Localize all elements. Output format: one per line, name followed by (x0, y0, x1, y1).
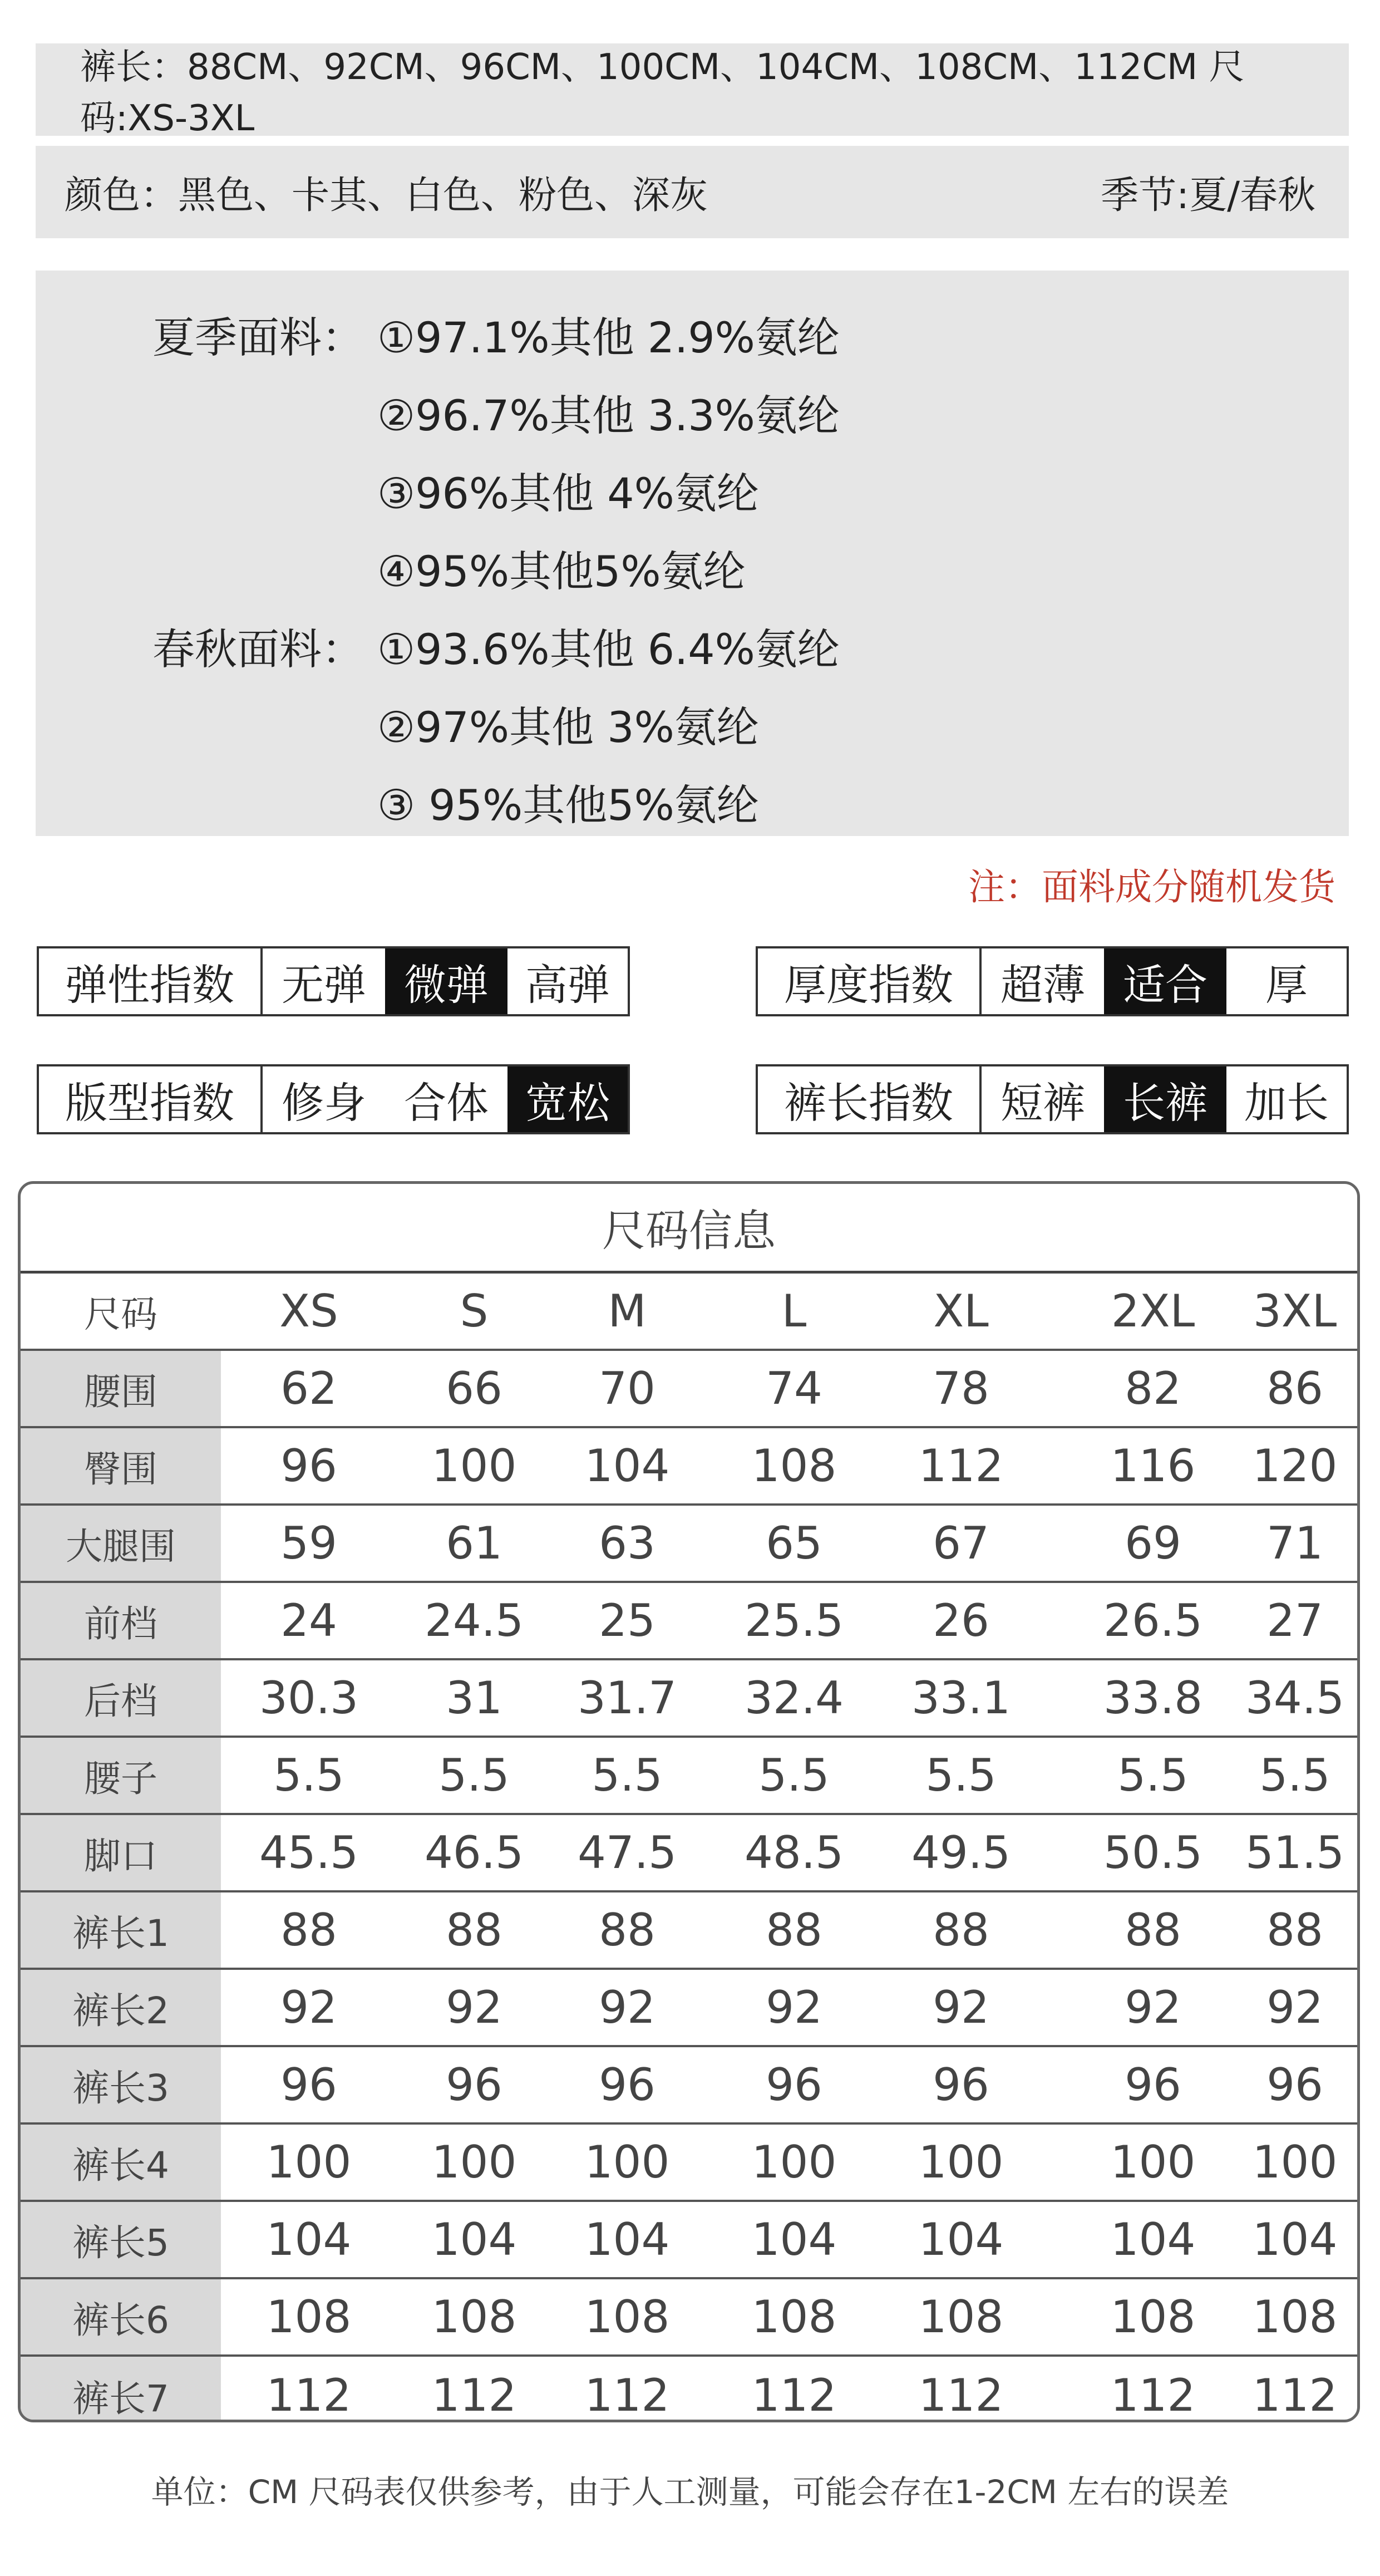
size-table-title: 尺码信息 (21, 1184, 1357, 1274)
length-option: 短裤 (1000, 1078, 1085, 1128)
measurement-cell: 30.3 (259, 1672, 359, 1724)
measurement-cell: 74 (766, 1363, 822, 1414)
measurement-cell: 104 (431, 2214, 517, 2265)
measurement-cell: 92 (766, 1982, 822, 2033)
measurement-cell: 51.5 (1245, 1827, 1345, 1879)
measurement-cell: 112 (431, 2369, 517, 2421)
measurement-cell: 48.5 (744, 1827, 844, 1879)
measurement-cell: 108 (751, 1440, 837, 1492)
measurement-cell: 108 (1110, 2291, 1196, 2343)
measurement-row (21, 1970, 1357, 2047)
measurement-label: 后档 (21, 1660, 221, 1736)
measurement-cell: 27 (1266, 1595, 1323, 1646)
measurement-cell: 112 (751, 2369, 837, 2421)
measurement-cell: 96 (1125, 2059, 1181, 2111)
colors-text: 颜色：黑色、卡其、白色、粉色、深灰 (65, 173, 708, 218)
measurement-cell: 45.5 (259, 1827, 359, 1879)
measurement-cell: 112 (1110, 2369, 1196, 2421)
measurement-cell: 5.5 (1259, 1749, 1330, 1801)
color-season-band (36, 146, 1349, 238)
measurement-cell: 104 (1252, 2214, 1338, 2265)
measurement-row (21, 1892, 1357, 1970)
measurement-row (21, 1738, 1357, 1815)
measurement-label: 大腿围 (21, 1506, 221, 1581)
measurement-label: 腰围 (21, 1351, 221, 1426)
measurement-cell: 108 (266, 2291, 352, 2343)
fabric-row (36, 682, 1349, 760)
measurement-cell: 100 (1252, 2136, 1338, 2188)
measurement-cell: 66 (446, 1363, 502, 1414)
measurement-cell: 31 (446, 1672, 502, 1724)
measurement-cell: 100 (431, 2136, 517, 2188)
measurement-cell: 70 (599, 1363, 655, 1414)
measurement-cell: 88 (766, 1904, 822, 1956)
fabric-item: ③ 95%其他5%氨纶 (377, 780, 759, 830)
measurement-cell: 92 (1266, 1982, 1323, 2033)
measurement-cell: 112 (918, 1440, 1004, 1492)
measurement-label: 臀围 (21, 1428, 221, 1503)
measurement-cell: 69 (1125, 1517, 1181, 1569)
elasticity-option: 微弹 (385, 948, 507, 1014)
measurement-cell: 59 (280, 1517, 337, 1569)
thickness-option: 超薄 (1000, 960, 1085, 1010)
measurement-label: 裤长7 (21, 2357, 221, 2422)
fabric-note: 注：面料成分随机发货 (968, 866, 1335, 908)
size-table-body (21, 1274, 1357, 2422)
measurement-cell: 25.5 (744, 1595, 844, 1646)
measurement-cell: 112 (266, 2369, 352, 2421)
measurement-cell: 31.7 (577, 1672, 677, 1724)
measurement-cell: 24 (280, 1595, 337, 1646)
measurement-cell: 24.5 (424, 1595, 524, 1646)
measurement-cell: 5.5 (758, 1749, 830, 1801)
measurement-row (21, 2357, 1357, 2422)
length-option: 长裤 (1104, 1066, 1226, 1132)
fabric-item: ①97.1%其他 2.9%氨纶 (377, 313, 840, 362)
measurement-cell: 96 (933, 2059, 989, 2111)
size-table (18, 1181, 1360, 2422)
measurement-row (21, 1660, 1357, 1738)
measurement-cell: 96 (280, 1440, 337, 1492)
measurement-cell: 104 (584, 1440, 670, 1492)
measurement-cell: 100 (266, 2136, 352, 2188)
elasticity-index (37, 946, 630, 1016)
fabric-panel (36, 271, 1349, 836)
length-index-label: 裤长指数 (758, 1066, 982, 1132)
measurement-cell: 116 (1110, 1440, 1196, 1492)
fabric-item: ④95%其他5%氨纶 (377, 547, 746, 596)
size-header-cell: M (608, 1285, 647, 1337)
measurement-cell: 46.5 (424, 1827, 524, 1879)
fabric-item: ①93.6%其他 6.4%氨纶 (377, 625, 840, 674)
thickness-option: 厚 (1265, 960, 1308, 1010)
measurement-cell: 62 (280, 1363, 337, 1414)
measurement-cell: 92 (280, 1982, 337, 2033)
measurement-cell: 104 (751, 2214, 837, 2265)
measurement-cell: 86 (1266, 1363, 1323, 1414)
measurement-cell: 5.5 (925, 1749, 997, 1801)
measurement-cell: 50.5 (1103, 1827, 1203, 1879)
measurement-cell: 92 (933, 1982, 989, 2033)
measurement-label: 裤长3 (21, 2047, 221, 2122)
measurement-cell: 100 (751, 2136, 837, 2188)
measurement-cell: 63 (599, 1517, 655, 1569)
measurement-cell: 33.8 (1103, 1672, 1203, 1724)
fabric-row (36, 449, 1349, 527)
measurement-row (21, 1351, 1357, 1428)
measurement-cell: 100 (918, 2136, 1004, 2188)
measurement-cell: 61 (446, 1517, 502, 1569)
measurement-row (21, 1428, 1357, 1506)
measurement-cell: 96 (1266, 2059, 1323, 2111)
length-size-band (36, 43, 1349, 139)
measurement-cell: 65 (766, 1517, 822, 1569)
fabric-item: ②96.7%其他 3.3%氨纶 (377, 391, 840, 440)
measurement-label: 裤长1 (21, 1892, 221, 1968)
measurement-footnote: 单位：CM 尺码表仅供参考，由于人工测量，可能会存在1-2CM 左右的误差 (151, 2473, 1229, 2511)
fit-index-label: 版型指数 (39, 1066, 263, 1132)
thickness-index-label: 厚度指数 (758, 948, 982, 1014)
measurement-cell: 88 (1125, 1904, 1181, 1956)
autumn-fabric-label: 春秋面料： (152, 625, 364, 674)
measurement-cell: 104 (1110, 2214, 1196, 2265)
fit-option: 修身 (282, 1078, 366, 1128)
measurement-cell: 71 (1266, 1517, 1323, 1569)
measurement-cell: 49.5 (911, 1827, 1011, 1879)
measurement-row (21, 2279, 1357, 2357)
measurement-cell: 108 (584, 2291, 670, 2343)
measurement-cell: 96 (766, 2059, 822, 2111)
elasticity-option: 无弹 (282, 960, 366, 1010)
fit-index (37, 1064, 630, 1134)
measurement-cell: 108 (751, 2291, 837, 2343)
size-header-cell: XL (933, 1285, 989, 1337)
measurement-row (21, 1583, 1357, 1660)
measurement-cell: 100 (1110, 2136, 1196, 2188)
fabric-row (36, 527, 1349, 604)
measurement-cell: 96 (446, 2059, 502, 2111)
season-text: 季节:夏/春秋 (1101, 173, 1315, 218)
measurement-cell: 47.5 (577, 1827, 677, 1879)
measurement-cell: 92 (1125, 1982, 1181, 2033)
size-header-cell: L (781, 1285, 807, 1337)
length-index (756, 1064, 1349, 1134)
size-header-cell: XS (279, 1285, 338, 1337)
measurement-cell: 34.5 (1245, 1672, 1345, 1724)
summer-fabric-label: 夏季面料： (152, 313, 364, 362)
measurement-cell: 88 (1266, 1904, 1323, 1956)
measurement-cell: 5.5 (438, 1749, 510, 1801)
length-option: 加长 (1244, 1078, 1329, 1128)
measurement-cell: 104 (918, 2214, 1004, 2265)
measurement-label: 脚口 (21, 1815, 221, 1890)
measurement-cell: 96 (599, 2059, 655, 2111)
measurement-cell: 5.5 (273, 1749, 344, 1801)
measurement-row (21, 2125, 1357, 2202)
measurement-cell: 88 (280, 1904, 337, 1956)
fabric-item: ②97%其他 3%氨纶 (377, 702, 759, 752)
measurement-cell: 92 (446, 1982, 502, 2033)
measurement-cell: 26.5 (1103, 1595, 1203, 1646)
fit-option: 宽松 (507, 1066, 628, 1132)
measurement-cell: 78 (933, 1363, 989, 1414)
measurement-label: 腰子 (21, 1738, 221, 1813)
measurement-cell: 25 (599, 1595, 655, 1646)
measurement-cell: 33.1 (911, 1672, 1011, 1724)
measurement-row (21, 2047, 1357, 2125)
size-corner-label: 尺码 (84, 1293, 157, 1336)
size-header-row (21, 1274, 1357, 1351)
measurement-label: 裤长2 (21, 1970, 221, 2045)
measurement-cell: 100 (431, 1440, 517, 1492)
measurement-cell: 5.5 (592, 1749, 663, 1801)
measurement-cell: 67 (933, 1517, 989, 1569)
elasticity-option: 高弹 (525, 960, 610, 1010)
measurement-cell: 104 (584, 2214, 670, 2265)
measurement-cell: 32.4 (744, 1672, 844, 1724)
fabric-row (36, 604, 1349, 682)
measurement-cell: 88 (599, 1904, 655, 1956)
size-header-cell: 2XL (1111, 1285, 1195, 1337)
measurement-label: 前档 (21, 1583, 221, 1658)
measurement-row (21, 2202, 1357, 2279)
measurement-cell: 92 (599, 1982, 655, 2033)
measurement-label: 裤长6 (21, 2279, 221, 2354)
measurement-cell: 120 (1252, 1440, 1338, 1492)
fabric-row (36, 760, 1349, 838)
measurement-cell: 26 (933, 1595, 989, 1646)
measurement-cell: 108 (1252, 2291, 1338, 2343)
measurement-cell: 82 (1125, 1363, 1181, 1414)
measurement-cell: 108 (431, 2291, 517, 2343)
measurement-cell: 96 (280, 2059, 337, 2111)
measurement-cell: 112 (1252, 2369, 1338, 2421)
measurement-cell: 88 (446, 1904, 502, 1956)
length-size-text: 裤长：88CM、92CM、96CM、100CM、104CM、108CM、112CM 尺码:XS-3XL (80, 47, 1245, 139)
fit-option: 合体 (404, 1078, 489, 1128)
measurement-row (21, 1815, 1357, 1892)
measurement-label: 裤长4 (21, 2125, 221, 2200)
measurement-label: 裤长5 (21, 2202, 221, 2277)
thickness-option: 适合 (1104, 948, 1226, 1014)
measurement-cell: 104 (266, 2214, 352, 2265)
fabric-row (36, 371, 1349, 449)
measurement-cell: 112 (918, 2369, 1004, 2421)
measurement-cell: 112 (584, 2369, 670, 2421)
fabric-item: ③96%其他 4%氨纶 (377, 469, 759, 518)
measurement-cell: 100 (584, 2136, 670, 2188)
measurement-cell: 88 (933, 1904, 989, 1956)
fabric-row (36, 293, 1349, 371)
measurement-cell: 108 (918, 2291, 1004, 2343)
size-header-cell: 3XL (1253, 1285, 1337, 1337)
measurement-cell: 5.5 (1117, 1749, 1189, 1801)
size-header-cell: S (460, 1285, 489, 1337)
elasticity-index-label: 弹性指数 (39, 948, 263, 1014)
thickness-index (756, 946, 1349, 1016)
measurement-row (21, 1506, 1357, 1583)
